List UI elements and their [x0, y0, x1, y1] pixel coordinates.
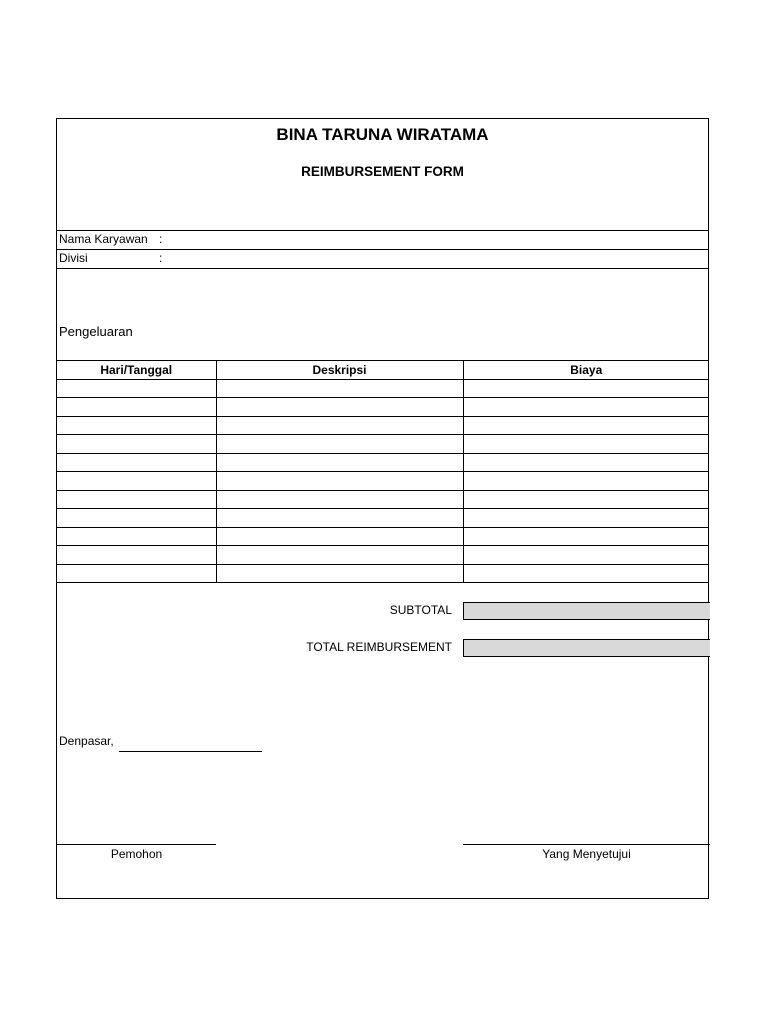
cell-description[interactable] [216, 546, 463, 565]
table-row [57, 398, 709, 417]
cell-description[interactable] [216, 435, 463, 454]
cell-date[interactable] [57, 490, 216, 509]
cell-date[interactable] [57, 435, 216, 454]
total-reimbursement-label: TOTAL REIMBURSEMENT [306, 640, 452, 654]
subtotal-label: SUBTOTAL [389, 603, 452, 617]
cell-description[interactable] [216, 509, 463, 528]
form-title: REIMBURSEMENT FORM [301, 164, 464, 179]
cell-date[interactable] [57, 453, 216, 472]
cell-description[interactable] [216, 490, 463, 509]
cell-cost[interactable] [463, 453, 709, 472]
divider [57, 230, 708, 231]
cell-description[interactable] [216, 453, 463, 472]
division-label: Divisi [59, 251, 88, 265]
cell-date[interactable] [57, 379, 216, 398]
table-row [57, 527, 709, 546]
table-row [57, 564, 709, 583]
cell-cost[interactable] [463, 398, 709, 417]
cell-date[interactable] [57, 546, 216, 565]
cell-cost[interactable] [463, 435, 709, 454]
divider [57, 249, 708, 250]
cell-description[interactable] [216, 564, 463, 583]
expense-table [57, 360, 709, 583]
cell-date[interactable] [57, 509, 216, 528]
cell-cost[interactable] [463, 546, 709, 565]
total-reimbursement-field[interactable] [463, 639, 710, 657]
division-colon: : [159, 251, 163, 265]
cell-description[interactable] [216, 416, 463, 435]
applicant-signature-line[interactable] [57, 844, 216, 845]
table-row [57, 379, 709, 398]
cell-date[interactable] [57, 398, 216, 417]
column-header-cost: Biaya [463, 361, 709, 380]
cell-cost[interactable] [463, 527, 709, 546]
cell-date[interactable] [57, 416, 216, 435]
cell-description[interactable] [216, 472, 463, 491]
cell-date[interactable] [57, 527, 216, 546]
column-header-description: Deskripsi [216, 361, 463, 380]
table-row [57, 509, 709, 528]
expense-rows [57, 379, 709, 583]
cell-cost[interactable] [463, 472, 709, 491]
subtotal-field[interactable] [463, 602, 710, 620]
cell-description[interactable] [216, 379, 463, 398]
table-row [57, 453, 709, 472]
company-name: BINA TARUNA WIRATAMA [276, 125, 489, 144]
date-line[interactable] [119, 751, 262, 752]
place-date-label: Denpasar, [59, 734, 114, 748]
employee-name-label: Nama Karyawan [59, 232, 148, 246]
table-row [57, 490, 709, 509]
reimbursement-form [56, 118, 709, 899]
cell-cost[interactable] [463, 379, 709, 398]
table-row [57, 546, 709, 565]
cell-description[interactable] [216, 398, 463, 417]
expenses-section-label: Pengeluaran [59, 324, 133, 339]
cell-cost[interactable] [463, 490, 709, 509]
table-row [57, 435, 709, 454]
table-row [57, 472, 709, 491]
applicant-label: Pemohon [110, 847, 163, 861]
divider [57, 268, 708, 269]
cell-description[interactable] [216, 527, 463, 546]
employee-name-colon: : [159, 232, 163, 246]
table-row [57, 416, 709, 435]
cell-cost[interactable] [463, 509, 709, 528]
cell-cost[interactable] [463, 416, 709, 435]
table-header-row [57, 361, 709, 380]
cell-date[interactable] [57, 472, 216, 491]
cell-date[interactable] [57, 564, 216, 583]
cell-cost[interactable] [463, 564, 709, 583]
approver-label: Yang Menyetujui [542, 847, 631, 861]
approver-signature-line[interactable] [463, 844, 710, 845]
column-header-date: Hari/Tanggal [57, 361, 216, 380]
